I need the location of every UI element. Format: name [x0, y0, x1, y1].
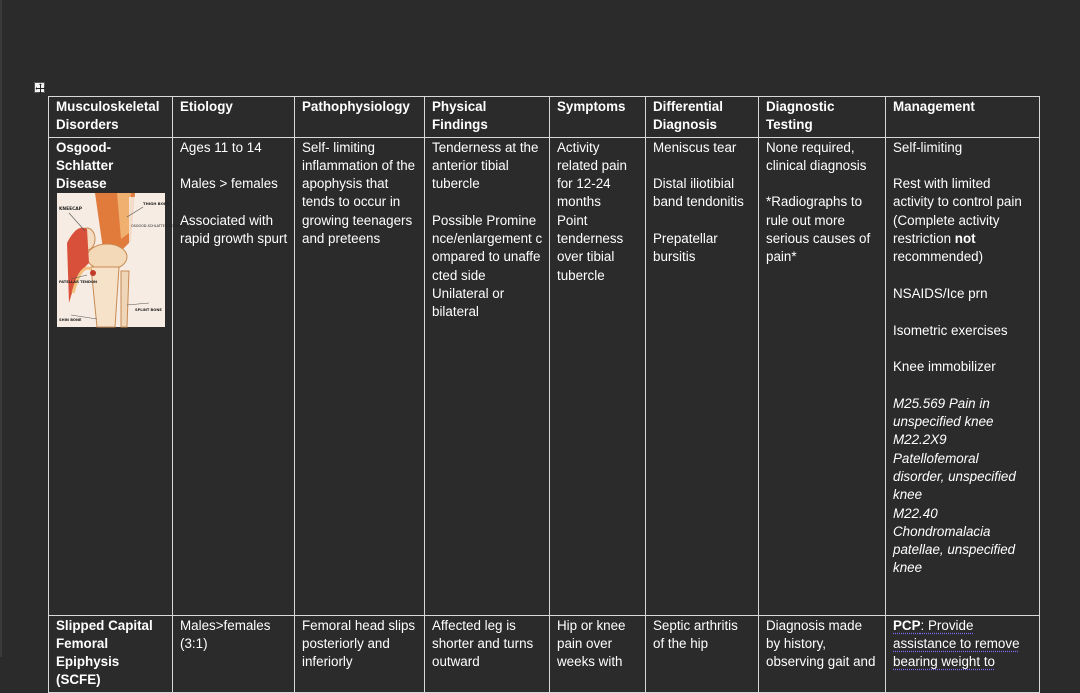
finding-line: Affected leg is shorter and turns outward	[432, 617, 534, 670]
label-kneecap: KNEECAP	[59, 207, 82, 213]
pathophysiology-cell	[295, 137, 425, 615]
table-row	[49, 137, 1040, 615]
label-shin-bone: SHIN BONE	[59, 318, 82, 323]
differential-cell	[646, 615, 759, 692]
symptom-line: Hip or knee pain over weeks with	[557, 617, 626, 670]
disorder-name: Slipped Capital Femoral Epiphysis (SCFE)	[56, 617, 153, 688]
disorder-cell	[49, 137, 186, 615]
symptoms-cell	[550, 615, 646, 692]
etiology-line: Associated with rapid growth spurt	[180, 212, 288, 247]
knee-anatomy-image	[57, 193, 186, 327]
diagnostic-cell	[759, 137, 886, 615]
differential-line: Meniscus tear	[653, 139, 737, 155]
management-line: NSAIDS/Ice prn	[893, 285, 988, 301]
header-cell: Symptoms	[550, 97, 646, 138]
table-move-handle-icon[interactable]	[34, 82, 45, 93]
management-cell	[886, 615, 1040, 692]
symptoms-cell	[550, 137, 646, 615]
management-line: Knee immobilizer	[893, 359, 996, 375]
header-cell: Pathophysiology	[295, 97, 425, 138]
finding-line: Tenderness at the anterior tibial tubercle	[432, 139, 539, 192]
disorder-cell	[49, 615, 173, 692]
symptom-line: Point tenderness over tibial tubercle	[557, 212, 624, 283]
symptom-line: Activity related pain for 12-24 months	[557, 139, 627, 210]
management-text: Rest with limited activity to control pain (Complete activity restriction	[893, 176, 1022, 247]
differential-cell	[646, 137, 759, 615]
pathophysiology-cell	[295, 615, 425, 692]
etiology-cell	[173, 137, 295, 615]
management-line: Self-limiting	[893, 139, 963, 155]
icd-code: M22.40 Chondromalacia patellae, unspecified knee	[893, 505, 1016, 576]
label-thigh-bone: THIGH BONE	[143, 201, 170, 207]
disorder-name: Osgood-Schlatter Disease	[56, 139, 114, 192]
management-line	[893, 175, 1033, 266]
header-cell: Musculoskeletal Disorders	[49, 97, 173, 138]
differential-line: Septic arthritis of the hip	[653, 617, 738, 651]
finding-line: Possible Prominence/enlargement compared to unaffected side	[432, 212, 543, 283]
management-line: Isometric exercises	[893, 322, 1008, 338]
disorders-table	[48, 96, 1040, 693]
etiology-line: Males > females	[180, 176, 278, 192]
diagnostic-line: None required, clinical diagnosis	[766, 139, 867, 173]
etiology-line: Males>females (3:1)	[180, 617, 271, 651]
finding-line: Unilateral or bilateral	[432, 285, 505, 320]
diagnostic-cell	[759, 615, 886, 692]
header-cell: Diagnostic Testing	[759, 97, 886, 138]
physical-findings-cell	[425, 615, 550, 692]
etiology-cell	[173, 615, 295, 692]
label-splint-bone: SPLINT BONE	[135, 308, 162, 313]
management-line	[893, 617, 1033, 672]
diagnostic-line: Diagnosis made by history, observing gait and	[766, 617, 876, 670]
label-patellar-tendon: PATELLAR TENDON	[59, 280, 98, 285]
physical-findings-cell	[425, 137, 550, 615]
pathophysiology-text: Self- limiting inflammation of the apophysis that tends to occur in growing teenagers and preteens	[302, 139, 416, 247]
etiology-line: Ages 11 to 14	[180, 139, 262, 155]
management-emphasis: not	[954, 231, 976, 247]
differential-line: Prepatellar bursitis	[653, 231, 718, 265]
table-header-row	[49, 97, 1040, 138]
table-row	[49, 615, 1040, 692]
management-emphasis: PCP	[893, 617, 921, 633]
page-left-edge	[0, 0, 2, 657]
header-cell: Etiology	[173, 97, 295, 138]
management-cell	[886, 137, 1040, 615]
label-disease-caption: OSGOOD-SCHLATTER'S DISEASE	[131, 224, 186, 229]
management-text: : Provide assistance to remove bearing weight to	[893, 617, 1020, 670]
pathophysiology-text: Femoral head slips posteriorly and inferiorly	[302, 617, 416, 670]
header-cell: Management	[886, 97, 1040, 138]
header-cell: Differential Diagnosis	[646, 97, 759, 138]
icd-code: M22.2X9 Patellofemoral disorder, unspecified knee	[893, 432, 1016, 503]
icd-code: M25.569 Pain in unspecified knee	[893, 395, 994, 430]
differential-line: Distal iliotibial band tendonitis	[653, 176, 744, 210]
header-cell: Physical Findings	[425, 97, 550, 138]
management-text: recommended)	[893, 249, 984, 265]
diagnostic-line: *Radiographs to rule out more serious causes of pain*	[766, 194, 871, 265]
